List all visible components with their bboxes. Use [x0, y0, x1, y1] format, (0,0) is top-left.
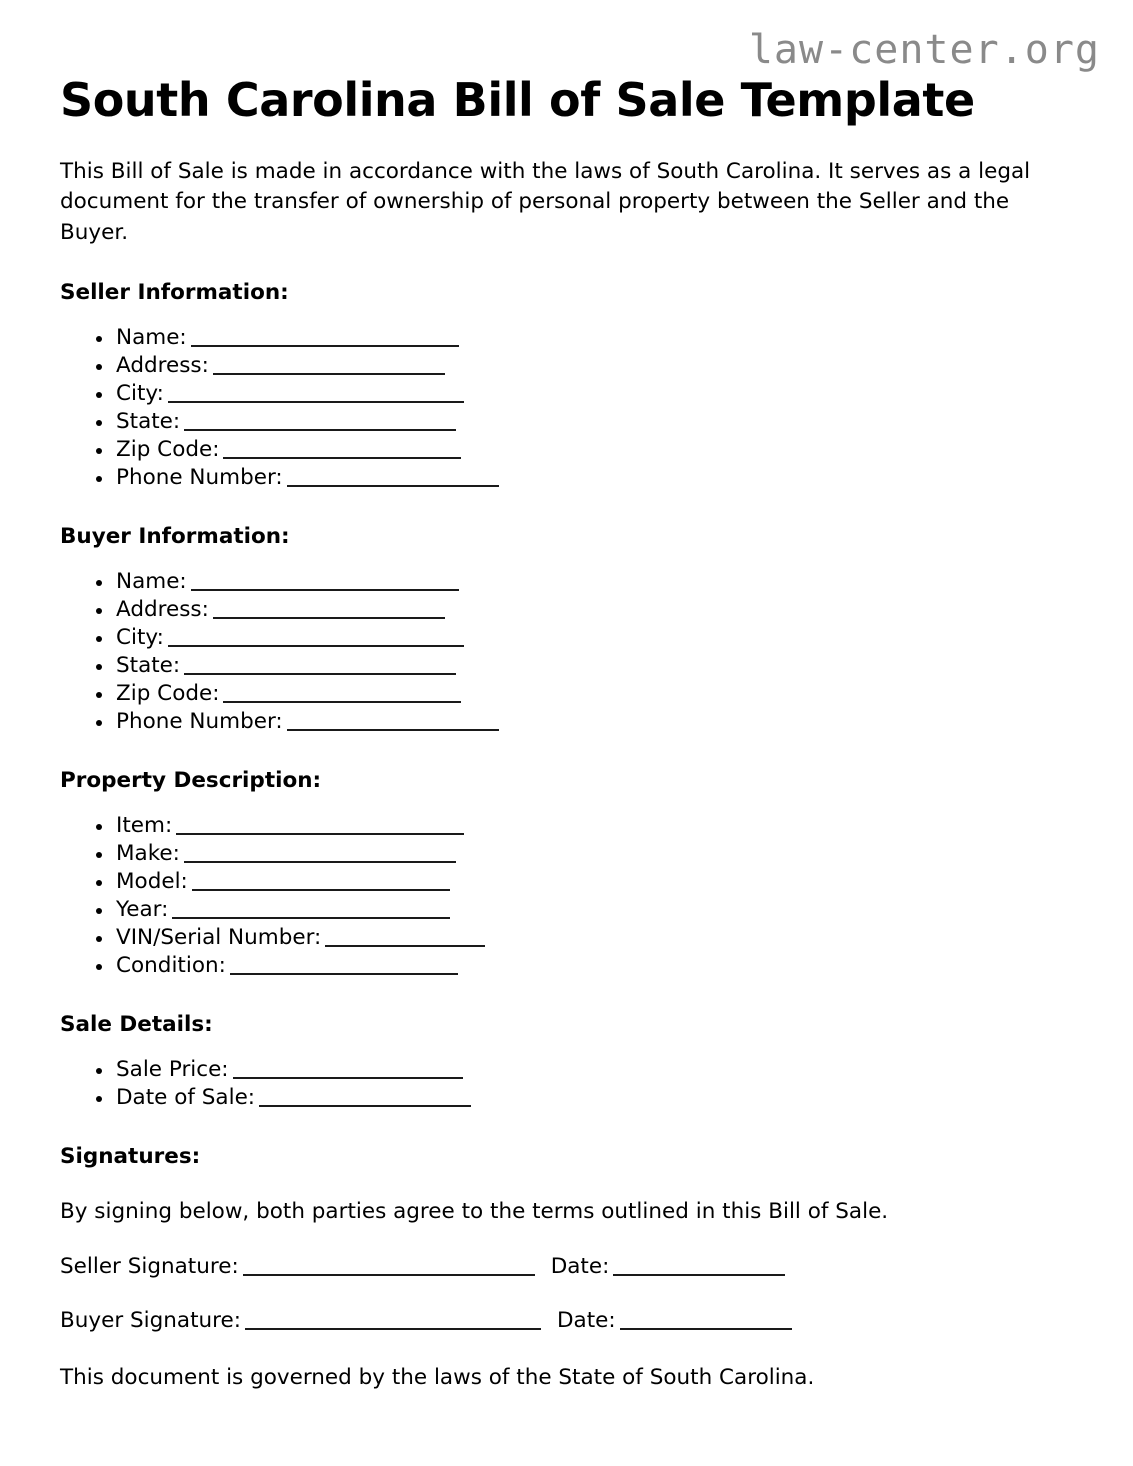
field-label: Zip Code:: [116, 680, 220, 706]
signature-blank[interactable]: [243, 1258, 535, 1276]
buyer-field-list: [60, 568, 1073, 736]
page-title: South Carolina Bill of Sale Template: [60, 73, 975, 127]
field-label: Address:: [116, 353, 209, 378]
fill-in-blank[interactable]: [223, 685, 461, 703]
fill-in-blank[interactable]: [184, 845, 456, 863]
field-label: City:: [116, 381, 164, 406]
list-item: [60, 924, 1073, 952]
field-label: Condition:: [116, 952, 226, 978]
field-label: Address:: [116, 596, 209, 622]
list-item: [60, 840, 1073, 868]
field-label: City:: [116, 624, 164, 650]
field-label: Sale Price:: [116, 1056, 229, 1082]
list-item: [60, 680, 1073, 708]
list-item: [60, 708, 1073, 736]
signature-row: [60, 1253, 1073, 1281]
fill-in-blank[interactable]: [168, 629, 464, 647]
list-item: [60, 1056, 1073, 1084]
list-item: [60, 436, 1073, 464]
field-label: Year:: [116, 896, 169, 922]
field-label: State:: [116, 409, 181, 434]
fill-in-blank[interactable]: [191, 573, 459, 591]
watermark-law-center-org: law-center.org: [748, 27, 1100, 73]
intro-paragraph: This Bill of Sale is made in accordance with the laws of South Carolina. It serves as a legal document for the transfer of ownership of personal property between the Seller and the Buyer.: [60, 158, 1031, 245]
field-label: Model:: [116, 868, 188, 894]
field-label: Date of Sale:: [116, 1084, 256, 1110]
section-heading-sale-details: Sale Details:: [60, 1011, 213, 1037]
date-label: Date:: [556, 1307, 616, 1333]
field-label: Make:: [116, 840, 180, 866]
list-item: [60, 568, 1073, 596]
section-heading-signatures: Signatures:: [60, 1143, 201, 1169]
date-blank[interactable]: [620, 1312, 792, 1330]
fill-in-blank[interactable]: [176, 817, 464, 835]
list-item: [60, 868, 1073, 896]
fill-in-blank[interactable]: [325, 929, 485, 947]
fill-in-blank[interactable]: [213, 601, 445, 619]
section-heading-seller: Seller Information:: [60, 280, 289, 306]
fill-in-blank[interactable]: [223, 441, 461, 459]
list-item: [60, 380, 1073, 408]
list-item: [60, 812, 1073, 840]
seller-field-list: [60, 324, 1073, 492]
fill-in-blank[interactable]: [213, 357, 445, 375]
list-item: [60, 408, 1073, 436]
field-label: Item:: [116, 812, 173, 838]
fill-in-blank[interactable]: [191, 329, 459, 347]
fill-in-blank[interactable]: [259, 1089, 471, 1107]
sale-field-list: [60, 1056, 1073, 1112]
signature-blank[interactable]: [245, 1312, 541, 1330]
date-blank[interactable]: [613, 1258, 785, 1276]
date-label: Date:: [550, 1253, 610, 1279]
list-item: [60, 952, 1073, 980]
fill-in-blank[interactable]: [184, 413, 456, 431]
fill-in-blank[interactable]: [192, 873, 450, 891]
fill-in-blank[interactable]: [168, 385, 464, 403]
fill-in-blank[interactable]: [184, 657, 456, 675]
fill-in-blank[interactable]: [287, 713, 499, 731]
fill-in-blank[interactable]: [230, 957, 458, 975]
signatures-intro-text: By signing below, both parties agree to the terms outlined in this Bill of Sale.: [60, 1198, 889, 1224]
signature-label: Buyer Signature:: [60, 1307, 241, 1333]
list-item: [60, 596, 1073, 624]
fill-in-blank[interactable]: [172, 901, 450, 919]
fill-in-blank[interactable]: [233, 1061, 463, 1079]
list-item: [60, 324, 1073, 352]
field-label: State:: [116, 652, 181, 678]
list-item: [60, 624, 1073, 652]
list-item: [60, 1084, 1073, 1112]
field-label: Zip Code:: [116, 437, 220, 462]
field-label: Name:: [116, 325, 187, 350]
property-field-list: [60, 812, 1073, 980]
field-label: Name:: [116, 568, 187, 594]
field-label: Phone Number:: [116, 708, 283, 734]
list-item: [60, 896, 1073, 924]
signature-rows: [60, 1253, 1073, 1335]
fill-in-blank[interactable]: [287, 469, 499, 487]
field-label: Phone Number:: [116, 465, 283, 490]
field-label: VIN/Serial Number:: [116, 924, 322, 950]
section-heading-buyer: Buyer Information:: [60, 524, 290, 549]
signature-label: Seller Signature:: [60, 1253, 239, 1279]
section-heading-property-description: Property Description:: [60, 767, 322, 793]
closing-statement: This document is governed by the laws of the State of South Carolina.: [60, 1364, 815, 1390]
signature-row: [60, 1307, 1073, 1335]
list-item: [60, 464, 1073, 492]
list-item: [60, 352, 1073, 380]
list-item: [60, 652, 1073, 680]
